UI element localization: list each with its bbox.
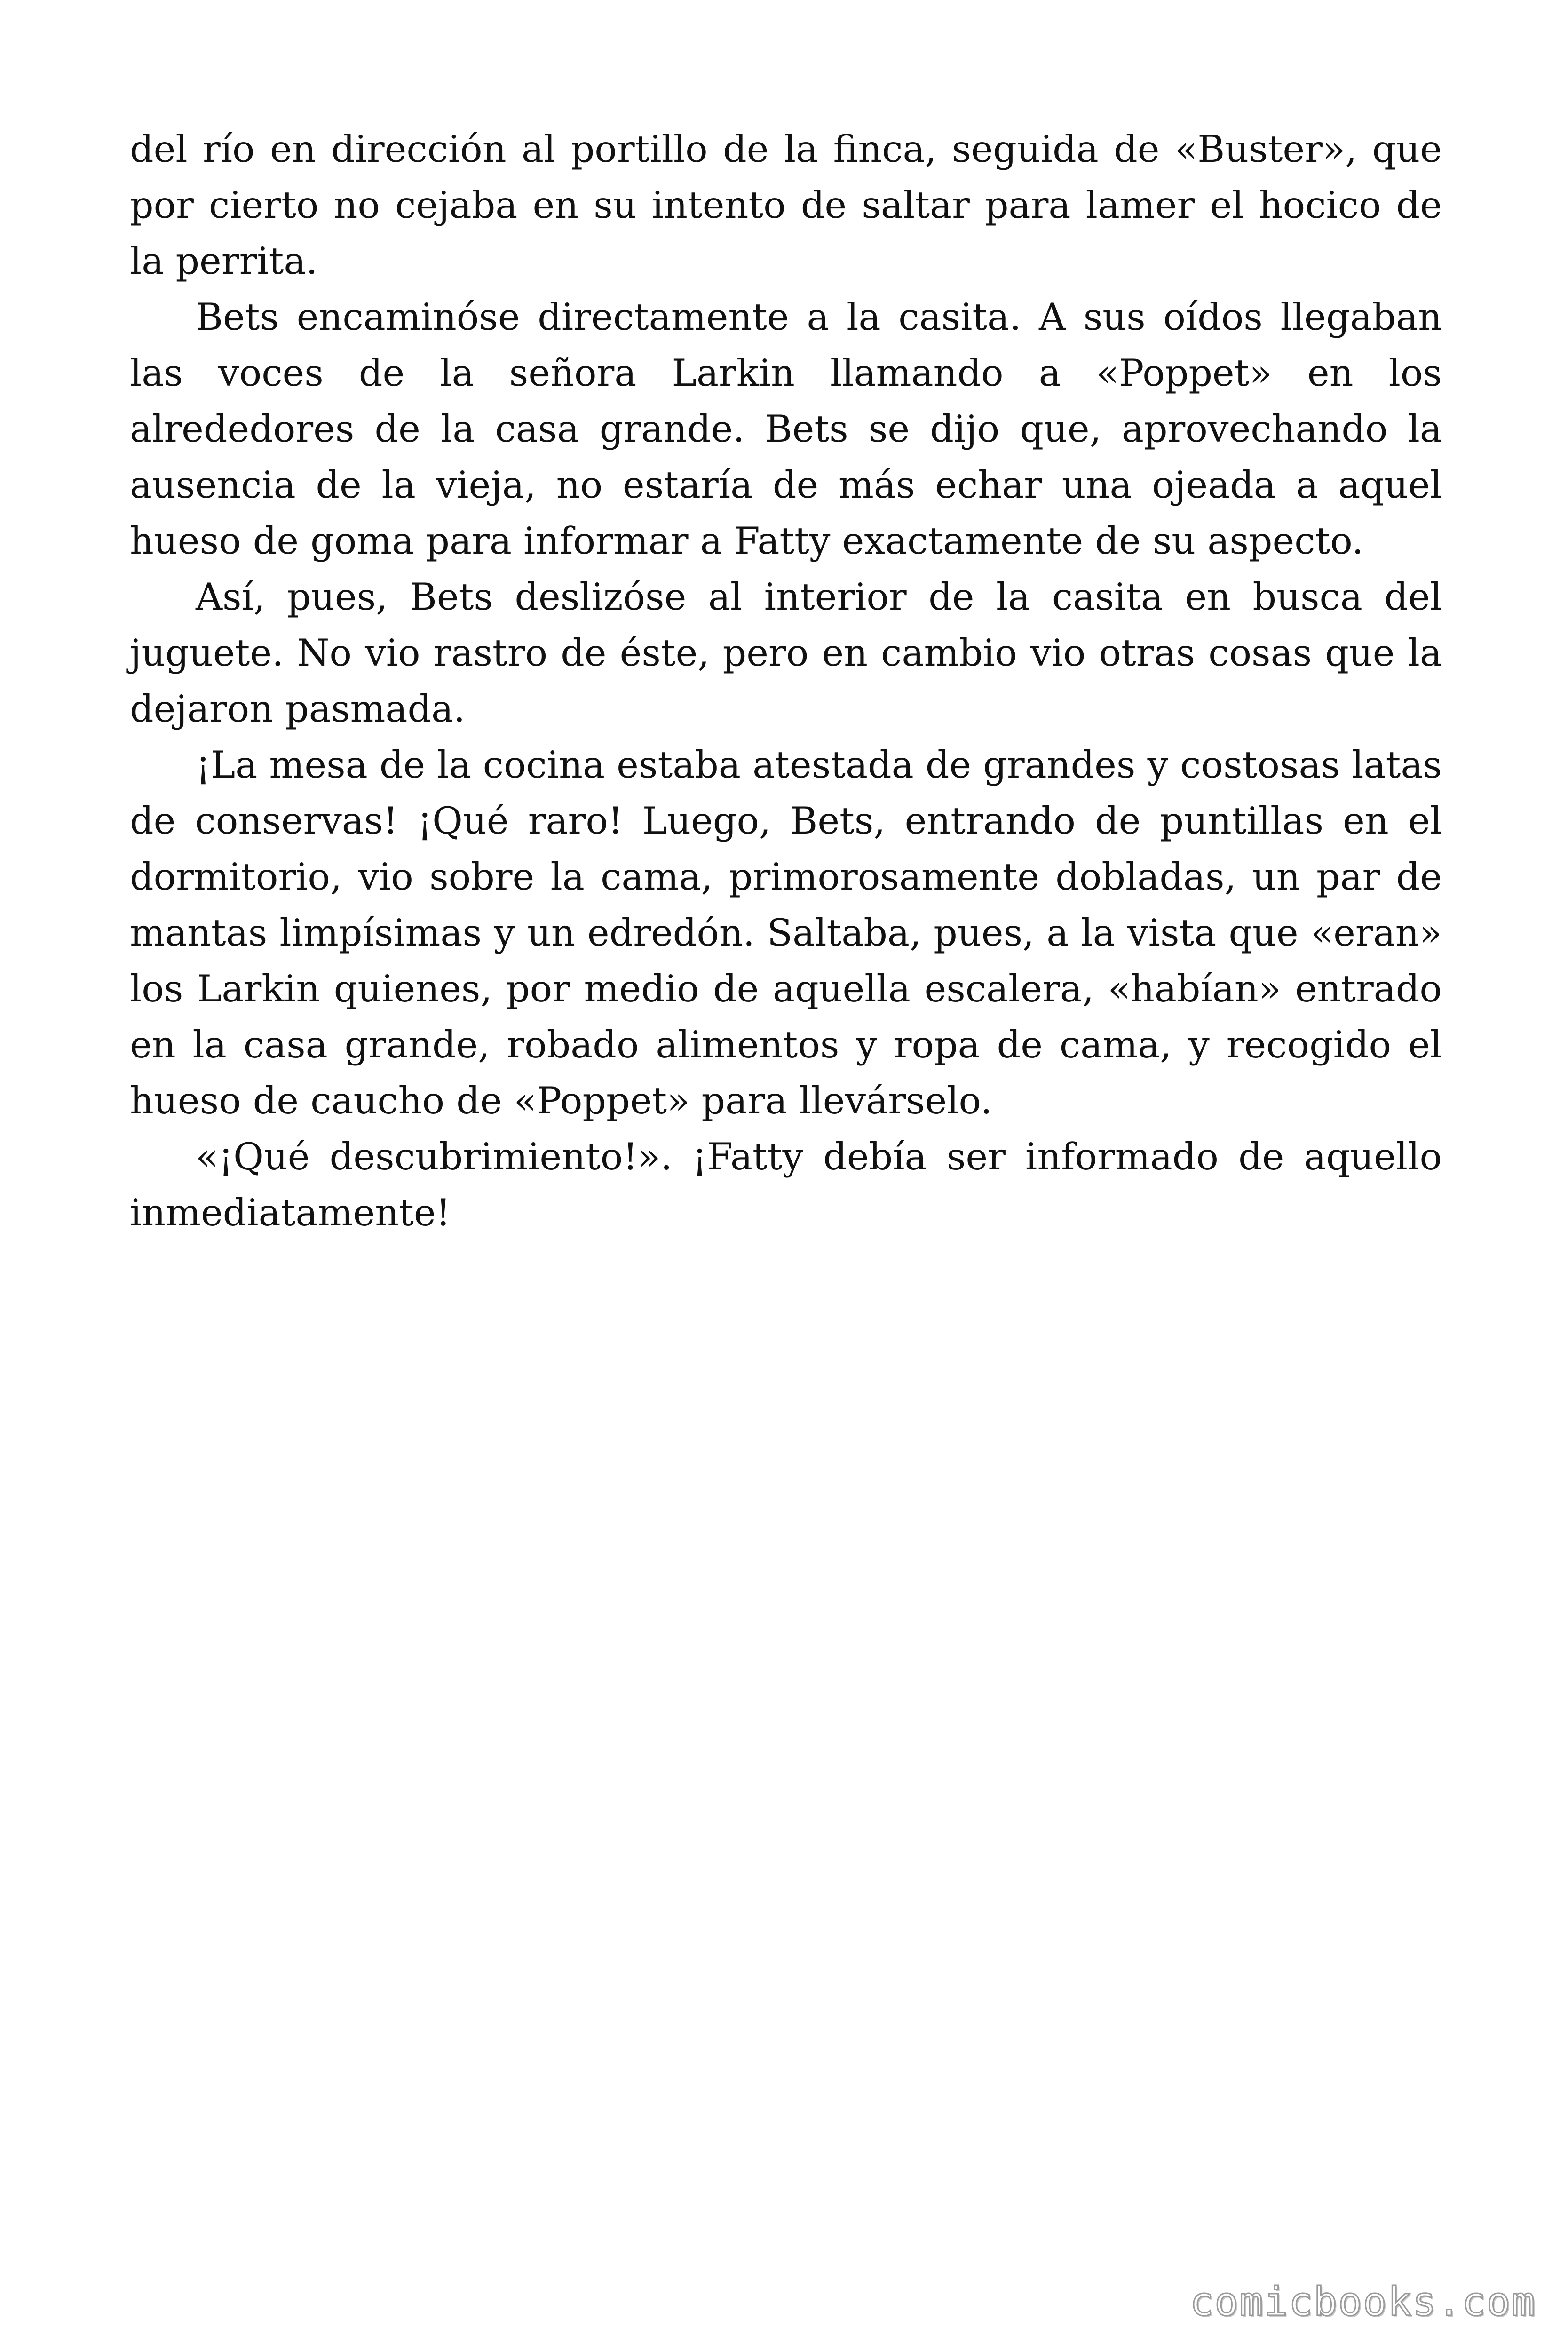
watermark: comicbooks.com [1189,2279,1536,2325]
paragraph-3: Así, pues, Bets deslizóse al interior de la casita en busca del juguete. No vio rastro de éste, pero en cambio vio otras cosas que la dejaron pasmada. [130,575,1442,731]
paragraph-2: Bets encaminóse directamente a la casita. A sus oídos llegaban las voces de la señora Larkin llamando a «Poppet» en los alrededores de la casa grande. Bets se dijo que, aprovechando la ausencia de la vieja, no estaría de más echar una ojeada a aquel hueso de goma para informar a Fatty exactamente de su aspecto. [130,295,1442,563]
paragraph-1: del río en dirección al portillo de la finca, seguida de «Buster», que por cierto no cejaba en su intento de saltar para lamer el hocico de la perrita. [130,127,1442,283]
paragraph-4: ¡La mesa de la cocina estaba atestada de grandes y costosas latas de conservas! ¡Qué raro! Luego, Bets, entrando de puntillas en el dormitorio, vio sobre la cama, primorosamente dobladas, un par de mantas limpísimas y un edredón. Saltaba, pues, a la vista que «eran» los Larkin quienes, por medio de aquella escalera, «habían» entrado en la casa grande, robado alimentos y ropa de cama, y recogido el hueso de caucho de «Poppet» para llevárselo. [130,743,1442,1122]
paragraph-5: «¡Qué descubrimiento!». ¡Fatty debía ser informado de aquello inmediatamente! [130,1135,1442,1234]
page-text [130,121,1442,1241]
